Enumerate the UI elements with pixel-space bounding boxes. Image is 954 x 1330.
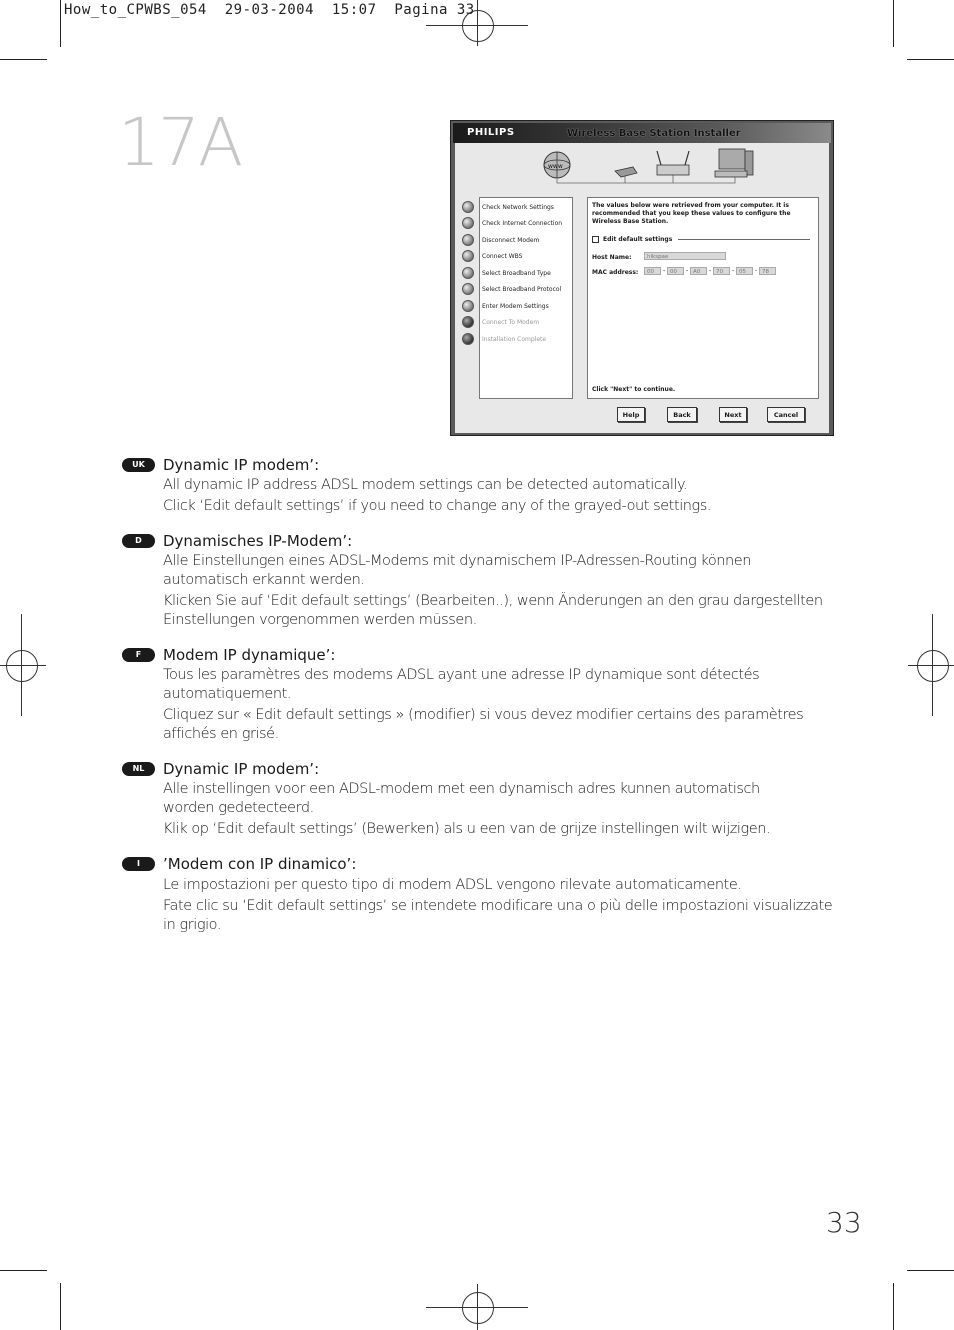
- crop-mark: [0, 1270, 47, 1271]
- mac-field-5[interactable]: 05: [736, 267, 753, 275]
- status-dot-icon: [462, 300, 474, 312]
- step-item: Enter Modem Settings: [462, 299, 549, 313]
- installer-title: Wireless Base Station Installer: [567, 128, 741, 139]
- step-item: Connect To Modem: [462, 315, 539, 329]
- step-item: Check Network Settings: [462, 200, 554, 214]
- status-dot-icon: [462, 217, 474, 229]
- mac-address-label: MAC address:: [592, 269, 639, 276]
- section-text: Le impostazioni per questo tipo di modem ADSL vengono rilevate automaticamente.: [163, 877, 742, 893]
- mac-field-4[interactable]: 70: [713, 267, 730, 275]
- section-title: Dynamic IP modem’:: [163, 456, 320, 474]
- mac-field-6[interactable]: 78: [759, 267, 776, 275]
- language-badge: I: [122, 857, 155, 871]
- intro-text: The values below were retrieved from your computer. It is recommended that you keep these values to configure the Wireless Base Station.: [592, 202, 791, 225]
- section-text: Klicken Sie auf ‘Edit default settings’ (Bearbeiten..), wenn Änderungen an den grau dargestellten: [163, 593, 823, 609]
- crop-mark: [0, 59, 47, 60]
- mac-field-2[interactable]: 00: [667, 267, 684, 275]
- section-text: All dynamic IP address ADSL modem settings can be detected automatically.: [163, 477, 688, 493]
- section-title: Dynamic IP modem’:: [163, 760, 320, 778]
- step-item: Select Broadband Protocol: [462, 282, 561, 296]
- divider: [678, 239, 810, 240]
- section-text: Cliquez sur « Edit default settings » (modifier) si vous devez modifier certains des paramètres: [163, 707, 804, 723]
- language-badge: UK: [122, 458, 155, 472]
- language-badge: D: [122, 534, 155, 548]
- section-text: Click ‘Edit default settings’ if you need to change any of the grayed-out settings.: [163, 498, 712, 514]
- language-badge: F: [122, 648, 155, 662]
- step-item: Disconnect Modem: [462, 233, 539, 247]
- section-text: in grigio.: [163, 917, 221, 933]
- status-dot-icon: [462, 267, 474, 279]
- continue-hint: Click "Next" to continue.: [592, 386, 676, 393]
- edit-default-checkbox[interactable]: Edit default settings: [592, 236, 672, 243]
- section-text: Alle Einstellungen eines ADSL-Modems mit dynamischem IP-Adressen-Routing können: [163, 553, 751, 569]
- installer-titlebar: [453, 123, 831, 143]
- installer-steps-list: [479, 197, 573, 399]
- crop-mark: [907, 59, 954, 60]
- mac-field-1[interactable]: 00: [644, 267, 661, 275]
- status-dot-icon: [462, 283, 474, 295]
- section-text: Fate clic su ‘Edit default settings’ se intendete modificare una o più delle impostazioni visualizzate: [163, 898, 833, 914]
- section-text: worden gedetecteerd.: [163, 800, 314, 816]
- section-text: automatiquement.: [163, 686, 292, 702]
- brand-logo: PHILIPS: [467, 127, 515, 138]
- back-button[interactable]: Back: [667, 407, 697, 422]
- step-item: Installation Complete: [462, 332, 546, 346]
- step-number: 17A: [118, 104, 242, 181]
- section-text: affichés en grisé.: [163, 726, 279, 742]
- section-text: Klik op ‘Edit default settings’ (Bewerken) als u een van de grijze instellingen wilt wijzigen.: [163, 821, 771, 837]
- step-item: Connect WBS: [462, 249, 522, 263]
- section-title: ’Modem con IP dinamico’:: [163, 855, 357, 873]
- host-name-label: Host Name:: [592, 254, 632, 261]
- status-dot-icon: [462, 201, 474, 213]
- installer-screenshot: [450, 120, 834, 436]
- crop-mark: [893, 1283, 894, 1330]
- mac-field-3[interactable]: A0: [690, 267, 707, 275]
- step-item: Select Broadband Type: [462, 266, 551, 280]
- step-item: Check Internet Connection: [462, 216, 562, 230]
- settings-panel: The values below were retrieved from your computer. It is recommended that you keep these values to configure the Wireless Base Station. Edit default settings Host Name: hikspae MAC address: 00 - 00 - A0 - 70 - 05 - 78 Click "Next" to continue.: [587, 197, 819, 399]
- section-text: Einstellungen vorgenommen werden müssen.: [163, 612, 477, 628]
- checkbox-icon: [592, 236, 599, 243]
- installer-body: [455, 143, 829, 433]
- host-name-field[interactable]: hikspae: [644, 252, 726, 260]
- language-badge: NL: [122, 762, 155, 776]
- help-button[interactable]: Help: [617, 407, 645, 422]
- crop-mark: [907, 1270, 954, 1271]
- next-button[interactable]: Next: [719, 407, 747, 422]
- section-text: Tous les paramètres des modems ADSL ayant une adresse IP dynamique sont détectés: [163, 667, 760, 683]
- section-title: Modem IP dynamique’:: [163, 646, 336, 664]
- status-dot-icon: [462, 234, 474, 246]
- section-title: Dynamisches IP-Modem’:: [163, 532, 353, 550]
- network-diagram-icon: [535, 145, 755, 185]
- section-text: automatisch erkannt werden.: [163, 572, 365, 588]
- page-number: 33: [826, 1206, 862, 1239]
- status-dot-icon: [462, 333, 474, 345]
- section-text: Alle instellingen voor een ADSL-modem met een dynamisch adres kunnen automatisch: [163, 781, 760, 797]
- status-dot-icon: [462, 316, 474, 328]
- svg-text:www: www: [548, 163, 563, 170]
- crop-mark: [60, 1283, 61, 1330]
- print-header: How_to_CPWBS_054 29-03-2004 15:07 Pagina 33: [64, 2, 475, 18]
- status-dot-icon: [462, 250, 474, 262]
- crop-mark: [893, 0, 894, 47]
- crop-mark: [60, 0, 61, 47]
- cancel-button[interactable]: Cancel: [767, 407, 805, 422]
